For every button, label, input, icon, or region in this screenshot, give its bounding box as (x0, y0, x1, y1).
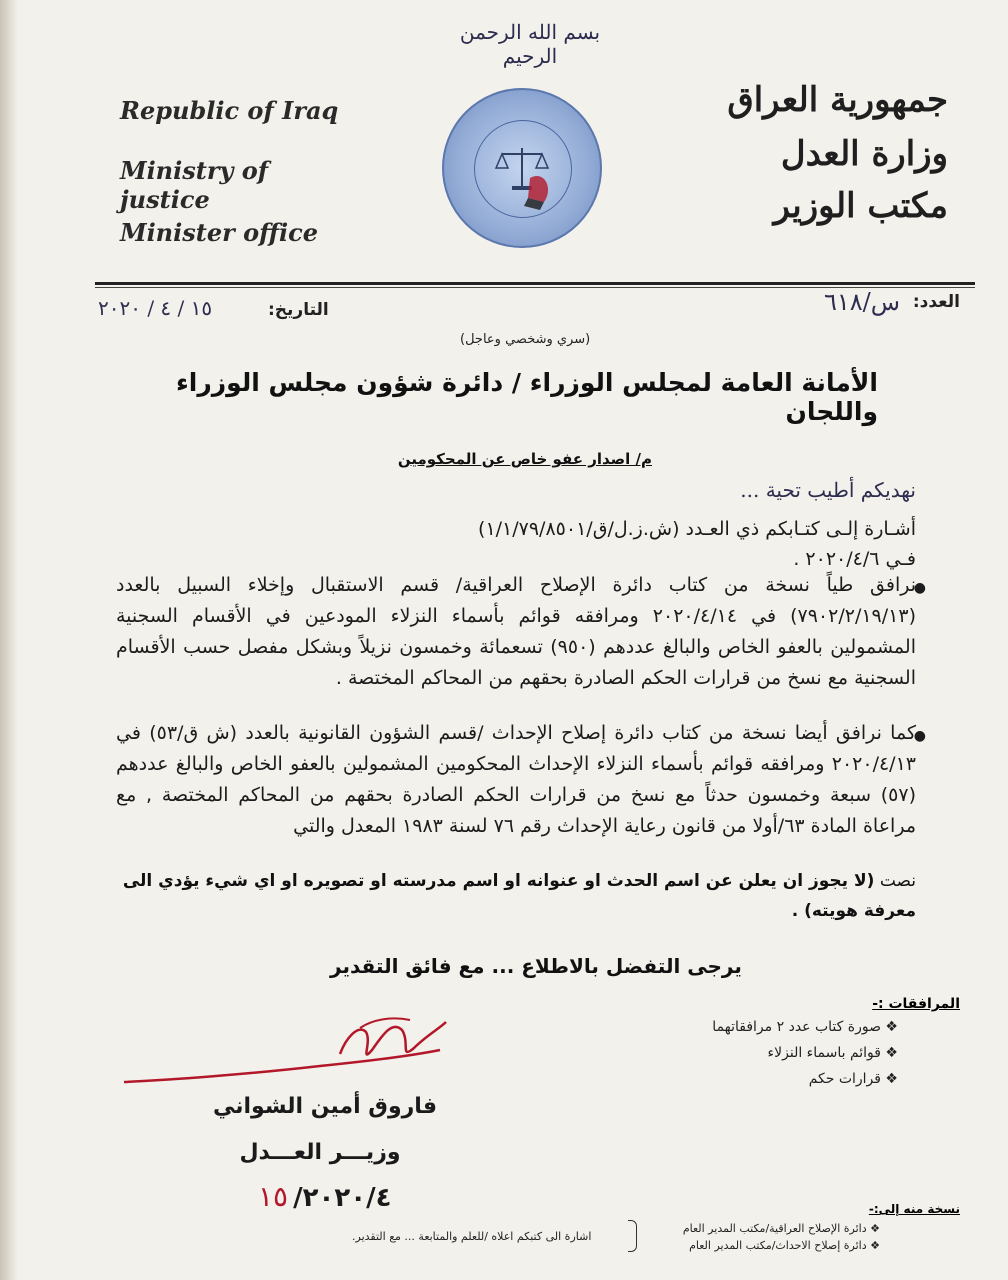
signature-date-printed: ٢٠٢٠/٤/ (293, 1183, 392, 1213)
classification: (سري وشخصي وعاجل) (460, 332, 591, 347)
signatory-title: وزيـــر العـــدل (239, 1140, 401, 1165)
note-end: معرفة هويته) . (791, 901, 916, 921)
diamond-bullet-icon: ❖ (880, 1019, 898, 1035)
attachment-item: ❖ قوائم باسماء النزلاء (767, 1045, 898, 1061)
attachments-title: المرافقات :- (872, 996, 960, 1012)
signature-date-handwritten: ١٥ (258, 1180, 289, 1213)
reference-line: أشـارة إلـى كتـابكم ذي العـدد (ش.ز.ل/ق/١/١/٧٩/٨٥٠١) (478, 518, 916, 540)
subject: م/ اصدار عفو خاص عن المحكومين (397, 450, 652, 468)
arabic-header-country: جمهورية العراق (727, 80, 948, 120)
arabic-header-ministry: وزارة العدل (780, 134, 948, 174)
copy-item: ❖ دائرة إصلاح الاحداث/مكتب المدير العام (689, 1239, 880, 1252)
reference-date: فـي ٢٠٢٠/٤/٦ . (793, 548, 916, 570)
diamond-bullet-icon: ❖ (880, 1045, 898, 1061)
copies-brace (628, 1220, 637, 1252)
bullet-icon: ● (913, 728, 926, 744)
attachment-item: ❖ صورة كتاب عدد ٢ مرافقاتهما (712, 1019, 898, 1035)
diamond-bullet-icon: ❖ (866, 1239, 880, 1252)
juvenile-protection-note (116, 866, 916, 926)
signature-date (258, 1180, 392, 1213)
diamond-bullet-icon: ❖ (880, 1071, 898, 1087)
note-lead: نصت (879, 871, 916, 891)
recipient: الأمانة العامة لمجلس الوزراء / دائرة شؤون مجلس الوزراء واللجان (176, 368, 878, 426)
paragraph-juveniles: كما نرافق أيضا نسخة من كتاب دائرة إصلاح الإحداث /قسم الشؤون القانونية بالعدد (ش ق/٥٣) في ٢٠٢٠/٤/١٣ ومرافقه قوائم بأسماء النزلاء الإحداث المحكومين المشمولين بالعفو الخاص والبالغ عددهم (٥٧) سبعة وخمسون حدثاً مع نسخ من قرارات الحكم الصادرة بحقهم من المحاكم المختصة , مع مراعاة المادة ٦٣/أولا من قانون رعاية الإحداث رقم ٧٦ لسنة ١٩٨٣ المعدل والتي (116, 722, 916, 837)
attachments-list (638, 1014, 898, 1092)
attachment-item: ❖ قرارات حكم (808, 1071, 898, 1087)
english-header-country: Republic of Iraq (120, 96, 339, 125)
date-label: التاريخ: (268, 300, 329, 320)
basmala: بسم الله الرحمن الرحيم (459, 20, 601, 68)
ministry-seal-logo (442, 88, 602, 248)
greeting: نهديكم أطيب تحية ... (740, 478, 916, 502)
paragraph-prisoners: نرافق طياً نسخة من كتاب دائرة الإصلاح العراقية/ قسم الاستقبال وإخلاء السبيل بالعدد (٧٩٠٢/٢/١٩/١٣) في ٢٠٢٠/٤/١٤ ومرافقه قوائم بأسماء النزلاء المودعين في الأقسام السجنية المشمولين بالعفو الخاص والبالغ عددهم (٩٥٠) تسعمائة وخمسون نزيلاً وبشكل مفصل حسب الأقسام السجنية مع نسخ من قرارات الحكم الصادرة بحقهم من المحاكم المختصة . (116, 574, 916, 689)
header-divider (95, 282, 975, 285)
copies-list (620, 1220, 880, 1254)
scales-icon (444, 90, 600, 246)
page-shadow (0, 0, 18, 1280)
number-label: العدد: (912, 292, 960, 312)
english-header-ministry: Ministry of justice (120, 156, 269, 214)
letter-number: س/٦١٨ (823, 288, 900, 316)
note-bold: (لا يجوز ان يعلن عن اسم الحدث او عنوانه او اسم مدرسته او تصويره او اي شيء يؤدي الى (122, 871, 875, 891)
english-header-office: Minister office (120, 218, 318, 247)
closing-line: يرجى التفضل بالاطلاع ... مع فائق التقدير (330, 954, 742, 978)
copies-title: نسخة منه إلى:- (868, 1202, 960, 1216)
bullet-icon: ● (913, 580, 926, 596)
diamond-bullet-icon: ❖ (866, 1222, 880, 1235)
copies-note: اشارة الى كتبكم اعلاه /للعلم والمتابعة ... مع التقدير. (352, 1230, 592, 1243)
copy-item: ❖ دائرة الإصلاح العراقية/مكتب المدير العام (682, 1222, 880, 1235)
minister-signature (110, 1010, 450, 1100)
signatory-name: فاروق أمين الشواني (213, 1094, 437, 1119)
arabic-header-office: مكتب الوزير (773, 186, 948, 226)
letter-date: ١٥ / ٤ / ٢٠٢٠ (98, 296, 213, 320)
